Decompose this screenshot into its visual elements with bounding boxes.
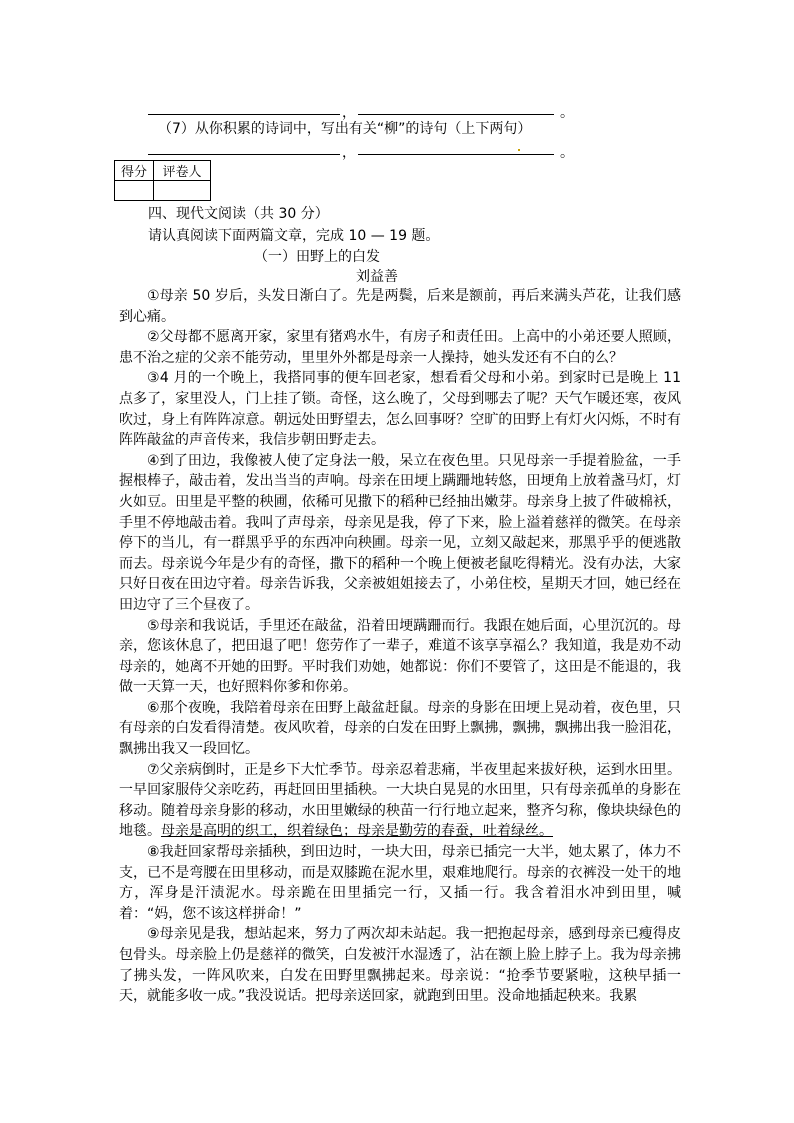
q7-comma: ， <box>342 145 356 161</box>
paragraph-9: ⑨母亲见是我，想站起来，努力了两次却未站起。我一把抱起母亲，感到母亲已瘦得皮包骨头。母亲脸上仍是慈祥的微笑，白发被汗水湿透了，沾在额上脸上脖子上。我为母亲拂了拂头发，一阵风吹来，白发在田野里飘拂起来。母亲说：“抢季节要紧啦，这秧早插一天，就能多收一成。”我没说话。把母亲送回家，就跑到田里。没命地插起秧来。我累 <box>119 926 681 1005</box>
section-heading: 四、现代文阅读（共 30 分） <box>148 206 329 222</box>
paragraph-7 <box>119 760 681 842</box>
paragraph-7-text: ⑦父亲病倒时，正是乡下大忙季节。母亲忍着悲痛，半夜里起来拔好秧，运到水田里。一早回家服侍父亲吃药，再赶回田里插秧。一大块白晃晃的水田里，只有母亲孤单的身影在移动。随着母亲身影的移动，水田里嫩绿的秧苗一行行地立起来，整齐匀称，像块块绿色的地毯。 <box>119 761 681 840</box>
q7-period: 。 <box>560 145 574 161</box>
article-author: 刘益善 <box>356 269 398 285</box>
score-table <box>114 160 211 201</box>
paragraph-1: ①母亲 50 岁后，头发日渐白了。先是两鬓，后来是额前，再后来满头芦花，让我们感到心痛。 <box>119 288 681 325</box>
paragraph-8: ⑧我赶回家帮母亲插秧，到田边时，一块大田，母亲已插完一大半，她太累了，体力不支，已不是弯腰在田里移动，而是双膝跪在泥水里，艰难地爬行。母亲的衣裤没一处干的地方，浑身是汗渍泥水。母亲跪在田里插完一行，又插一行。我含着泪水冲到田里，喊着：“妈，您不该这样拼命！” <box>119 844 681 922</box>
question-7-prompt: （7）从你积累的诗词中，写出有关“柳”的诗句（上下两句） <box>158 121 532 137</box>
score-input-cell[interactable] <box>115 181 154 201</box>
paragraph-4: ④到了田边，我像被人使了定身法一般，呆立在夜色里。只见母亲一手提着脸盆，一手握根棒子，敲击着，发出当当的声响。母亲在田埂上蹒跚地转悠，田埂角上放着盏马灯，灯火如豆。田里是平整的秧圃，依稀可见撒下的稻种已经抽出嫩芽。母亲身上披了件破棉袄，手里不停地敲击着。我叫了声母亲，母亲见是我，停了下来，脸上溢着慈祥的微笑。在母亲停下的当儿，有一群黑乎乎的东西冲向秧圃。母亲一见，立刻又敲起来，那黑乎乎的便逃散而去。母亲说今年是少有的奇怪，撒下的稻种一个晚上便被老鼠吃得精光。没有办法，大家只好日夜在田边守着。母亲告诉我，父亲被姐姐接去了，小弟住校，星期天才回，她已经在田边守了三个昼夜了。 <box>119 452 681 613</box>
score-label-cell: 得分 <box>115 161 154 181</box>
paragraph-5: ⑤母亲和我说话，手里还在敲盆，沿着田埂蹒跚而行。我跟在她后面，心里沉沉的。母亲，您该休息了，把田退了吧！您劳作了一辈子，难道不该享享福么？我知道，我是劝不动母亲的，她离不开她的田野。平时我们劝她，她都说：你们不要管了，这田是不能退的，我做一天算一天，也好照料你爹和你弟。 <box>119 617 681 696</box>
stray-mark <box>518 149 520 151</box>
answer-blank-q6-line1[interactable] <box>148 114 340 115</box>
answer-blank-q7-line2[interactable] <box>358 154 554 155</box>
paragraph-2: ②父母都不愿离开家，家里有猪鸡水牛，有房子和责任田。上高中的小弟还要人照顾，患不治之症的父亲不能劳动，里里外外都是母亲一人操持，她头发还有不白的么？ <box>119 329 681 366</box>
answer-blank-q6-line2[interactable] <box>358 114 554 115</box>
q6-period: 。 <box>560 105 574 121</box>
answer-blank-q7-line1[interactable] <box>148 154 340 155</box>
q6-comma: ， <box>342 105 356 121</box>
grader-label-cell: 评卷人 <box>154 161 211 181</box>
grader-input-cell[interactable] <box>154 181 211 201</box>
paragraph-3: ③4 月的一个晚上，我搭同事的便车回老家，想看看父母和小弟。到家时已是晚上 11 点多了，家里没人，门上挂了锁。奇怪，这么晚了，父母到哪去了呢？天气乍暖还寒，夜风吹过，身上有阵阵凉意。朝远处田野望去，怎么回事呀？空旷的田野上有灯火闪烁，不时有阵阵敲盆的声音传来，我信步朝田野走去。 <box>119 370 681 449</box>
paragraph-6: ⑥那个夜晚，我陪着母亲在田野上敲盆赶鼠。母亲的身影在田埂上晃动着，夜色里，只有母亲的白发看得清楚。夜风吹着，母亲的白发在田野上飘拂，飘拂，飘拂出我一脸泪花，飘拂出我又一段回忆。 <box>119 699 681 758</box>
paragraph-7-underlined-sentence: 母亲是高明的织工，织着绿色；母亲是勤劳的春蚕，吐着绿丝。 <box>161 823 553 840</box>
article-title: （一）田野上的白发 <box>254 249 380 265</box>
section-instruction: 请认真阅读下面两篇文章，完成 10 — 19 题。 <box>148 228 440 244</box>
article-body <box>119 286 681 1007</box>
